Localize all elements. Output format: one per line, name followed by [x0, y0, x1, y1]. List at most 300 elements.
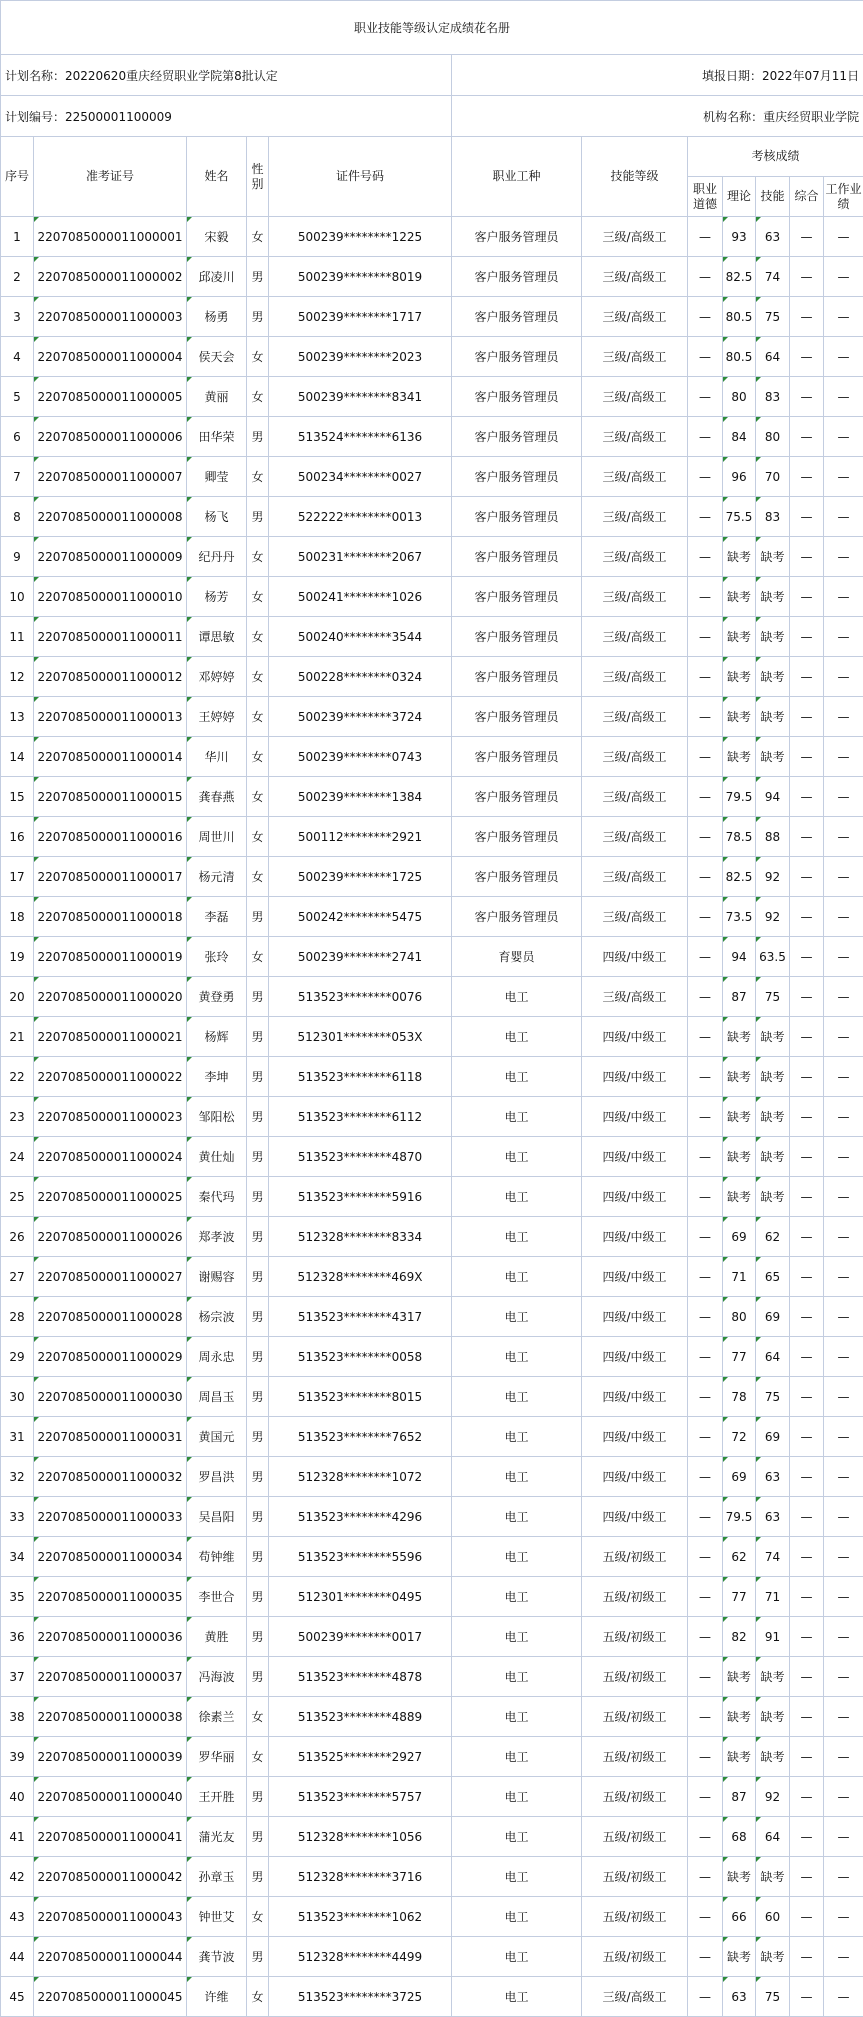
cell-skill: 缺考 — [756, 1017, 790, 1057]
cell-theory: 缺考 — [723, 1177, 756, 1217]
cell-occupation: 客户服务管理员 — [452, 457, 582, 497]
table-row — [1, 217, 863, 257]
cell-theory: 94 — [723, 937, 756, 977]
cell-name: 谢赐容 — [187, 1257, 247, 1297]
table-row — [1, 337, 863, 377]
cell-theory: 78 — [723, 1377, 756, 1417]
table-row — [1, 1897, 863, 1937]
cell-theory: 缺考 — [723, 737, 756, 777]
cell-ticket: 2207085000011000006 — [34, 417, 187, 457]
cell-gender: 女 — [247, 617, 269, 657]
cell-seq: 31 — [1, 1417, 34, 1457]
cell-work: — — [824, 1537, 863, 1577]
cell-ticket: 2207085000011000028 — [34, 1297, 187, 1337]
cell-ticket: 2207085000011000011 — [34, 617, 187, 657]
cell-comprehensive: — — [790, 1057, 824, 1097]
cell-comprehensive: — — [790, 1497, 824, 1537]
cell-id: 513523********6112 — [269, 1097, 452, 1137]
cell-ticket: 2207085000011000018 — [34, 897, 187, 937]
cell-ticket: 2207085000011000043 — [34, 1897, 187, 1937]
cell-level: 四级/中级工 — [582, 1377, 688, 1417]
cell-seq: 34 — [1, 1537, 34, 1577]
cell-work: — — [824, 657, 863, 697]
cell-theory: 79.5 — [723, 1497, 756, 1537]
cell-skill: 缺考 — [756, 657, 790, 697]
cell-work: — — [824, 1857, 863, 1897]
cell-occupation: 电工 — [452, 1897, 582, 1937]
cell-occupation: 电工 — [452, 1137, 582, 1177]
cell-level: 五级/初级工 — [582, 1697, 688, 1737]
cell-work: — — [824, 1217, 863, 1257]
cell-gender: 男 — [247, 1497, 269, 1537]
cell-theory: 80 — [723, 377, 756, 417]
cell-work: — — [824, 1697, 863, 1737]
cell-gender: 男 — [247, 1377, 269, 1417]
header-gender: 性别 — [247, 137, 269, 217]
cell-occupation: 电工 — [452, 1017, 582, 1057]
cell-comprehensive: — — [790, 817, 824, 857]
cell-skill: 75 — [756, 1377, 790, 1417]
cell-ticket: 2207085000011000014 — [34, 737, 187, 777]
table-row — [1, 417, 863, 457]
cell-gender: 女 — [247, 377, 269, 417]
cell-seq: 20 — [1, 977, 34, 1017]
table-row — [1, 697, 863, 737]
cell-ethics: — — [688, 897, 723, 937]
cell-comprehensive: — — [790, 377, 824, 417]
cell-id: 513525********2927 — [269, 1737, 452, 1777]
cell-seq: 30 — [1, 1377, 34, 1417]
cell-ethics: — — [688, 1737, 723, 1777]
cell-ethics: — — [688, 777, 723, 817]
cell-id: 513523********0076 — [269, 977, 452, 1017]
cell-occupation: 电工 — [452, 1097, 582, 1137]
cell-comprehensive: — — [790, 1137, 824, 1177]
cell-id: 500239********8341 — [269, 377, 452, 417]
cell-comprehensive: — — [790, 537, 824, 577]
table-row — [1, 977, 863, 1017]
cell-gender: 男 — [247, 257, 269, 297]
cell-name: 黄国元 — [187, 1417, 247, 1457]
table-row — [1, 1297, 863, 1337]
cell-skill: 75 — [756, 977, 790, 1017]
cell-work: — — [824, 1977, 863, 2017]
cell-ethics: — — [688, 1857, 723, 1897]
cell-occupation: 客户服务管理员 — [452, 897, 582, 937]
cell-ticket: 2207085000011000033 — [34, 1497, 187, 1537]
cell-level: 四级/中级工 — [582, 1297, 688, 1337]
cell-id: 513523********5757 — [269, 1777, 452, 1817]
cell-seq: 16 — [1, 817, 34, 857]
cell-skill: 75 — [756, 1977, 790, 2017]
header-seq: 序号 — [1, 137, 34, 217]
cell-id: 513523********5596 — [269, 1537, 452, 1577]
cell-ethics: — — [688, 937, 723, 977]
cell-ethics: — — [688, 1417, 723, 1457]
cell-theory: 69 — [723, 1457, 756, 1497]
cell-name: 冯海波 — [187, 1657, 247, 1697]
table-row — [1, 1097, 863, 1137]
cell-comprehensive: — — [790, 1017, 824, 1057]
cell-seq: 29 — [1, 1337, 34, 1377]
cell-occupation: 电工 — [452, 1057, 582, 1097]
cell-id: 513523********4889 — [269, 1697, 452, 1737]
cell-skill: 92 — [756, 857, 790, 897]
cell-ticket: 2207085000011000020 — [34, 977, 187, 1017]
cell-gender: 女 — [247, 1697, 269, 1737]
cell-theory: 缺考 — [723, 1017, 756, 1057]
cell-seq: 6 — [1, 417, 34, 457]
cell-skill: 71 — [756, 1577, 790, 1617]
cell-work: — — [824, 497, 863, 537]
cell-skill: 63 — [756, 1457, 790, 1497]
cell-ethics: — — [688, 1697, 723, 1737]
cell-id: 512328********4499 — [269, 1937, 452, 1977]
cell-level: 四级/中级工 — [582, 1497, 688, 1537]
cell-ticket: 2207085000011000001 — [34, 217, 187, 257]
cell-comprehensive: — — [790, 777, 824, 817]
cell-ethics: — — [688, 337, 723, 377]
cell-ticket: 2207085000011000016 — [34, 817, 187, 857]
cell-gender: 女 — [247, 817, 269, 857]
cell-skill: 缺考 — [756, 737, 790, 777]
cell-comprehensive: — — [790, 1177, 824, 1217]
cell-ethics: — — [688, 537, 723, 577]
cell-skill: 70 — [756, 457, 790, 497]
cell-ticket: 2207085000011000015 — [34, 777, 187, 817]
header-occupation: 职业工种 — [452, 137, 582, 217]
cell-name: 杨元清 — [187, 857, 247, 897]
cell-id: 500239********2741 — [269, 937, 452, 977]
cell-ethics: — — [688, 1297, 723, 1337]
cell-level: 四级/中级工 — [582, 1257, 688, 1297]
cell-id: 500239********1725 — [269, 857, 452, 897]
cell-level: 三级/高级工 — [582, 417, 688, 457]
cell-theory: 73.5 — [723, 897, 756, 937]
cell-occupation: 客户服务管理员 — [452, 377, 582, 417]
cell-skill: 缺考 — [756, 577, 790, 617]
cell-theory: 62 — [723, 1537, 756, 1577]
cell-theory: 缺考 — [723, 1097, 756, 1137]
cell-gender: 男 — [247, 297, 269, 337]
cell-occupation: 电工 — [452, 1497, 582, 1537]
cell-work: — — [824, 1777, 863, 1817]
cell-level: 四级/中级工 — [582, 1017, 688, 1057]
cell-level: 三级/高级工 — [582, 777, 688, 817]
cell-comprehensive: — — [790, 217, 824, 257]
cell-theory: 缺考 — [723, 577, 756, 617]
cell-theory: 96 — [723, 457, 756, 497]
cell-id: 500239********2023 — [269, 337, 452, 377]
cell-comprehensive: — — [790, 1297, 824, 1337]
cell-comprehensive: — — [790, 1977, 824, 2017]
cell-work: — — [824, 1417, 863, 1457]
cell-comprehensive: — — [790, 1577, 824, 1617]
table-row — [1, 377, 863, 417]
cell-skill: 92 — [756, 897, 790, 937]
cell-id: 513523********4878 — [269, 1657, 452, 1697]
table-row — [1, 937, 863, 977]
cell-occupation: 客户服务管理员 — [452, 697, 582, 737]
cell-skill: 缺考 — [756, 1137, 790, 1177]
cell-level: 四级/中级工 — [582, 1057, 688, 1097]
cell-ethics: — — [688, 257, 723, 297]
cell-comprehensive: — — [790, 1377, 824, 1417]
cell-ethics: — — [688, 497, 723, 537]
table-row — [1, 737, 863, 777]
cell-seq: 18 — [1, 897, 34, 937]
cell-comprehensive: — — [790, 1657, 824, 1697]
table-row — [1, 897, 863, 937]
cell-name: 邱凌川 — [187, 257, 247, 297]
cell-theory: 87 — [723, 977, 756, 1017]
cell-id: 522222********0013 — [269, 497, 452, 537]
cell-level: 三级/高级工 — [582, 697, 688, 737]
cell-occupation: 客户服务管理员 — [452, 257, 582, 297]
cell-ethics: — — [688, 1057, 723, 1097]
header-theory: 理论 — [723, 177, 756, 217]
cell-id: 500112********2921 — [269, 817, 452, 857]
cell-gender: 男 — [247, 1857, 269, 1897]
cell-seq: 10 — [1, 577, 34, 617]
cell-comprehensive: — — [790, 297, 824, 337]
cell-gender: 男 — [247, 1817, 269, 1857]
cell-gender: 男 — [247, 1577, 269, 1617]
cell-theory: 缺考 — [723, 1137, 756, 1177]
cell-skill: 65 — [756, 1257, 790, 1297]
cell-level: 五级/初级工 — [582, 1657, 688, 1697]
cell-occupation: 电工 — [452, 1417, 582, 1457]
cell-work: — — [824, 1617, 863, 1657]
cell-seq: 38 — [1, 1697, 34, 1737]
cell-skill: 64 — [756, 1817, 790, 1857]
cell-gender: 男 — [247, 1177, 269, 1217]
cell-seq: 15 — [1, 777, 34, 817]
cell-level: 四级/中级工 — [582, 1217, 688, 1257]
cell-ethics: — — [688, 457, 723, 497]
cell-comprehensive: — — [790, 897, 824, 937]
cell-level: 三级/高级工 — [582, 1977, 688, 2017]
cell-ticket: 2207085000011000003 — [34, 297, 187, 337]
cell-ticket: 2207085000011000032 — [34, 1457, 187, 1497]
cell-skill: 91 — [756, 1617, 790, 1657]
table-row — [1, 1737, 863, 1777]
cell-comprehensive: — — [790, 1417, 824, 1457]
cell-occupation: 客户服务管理员 — [452, 297, 582, 337]
cell-skill: 74 — [756, 1537, 790, 1577]
cell-ethics: — — [688, 1177, 723, 1217]
cell-seq: 11 — [1, 617, 34, 657]
cell-comprehensive: — — [790, 1777, 824, 1817]
cell-ticket: 2207085000011000024 — [34, 1137, 187, 1177]
cell-name: 黄胜 — [187, 1617, 247, 1657]
cell-occupation: 客户服务管理员 — [452, 417, 582, 457]
cell-work: — — [824, 577, 863, 617]
cell-gender: 女 — [247, 337, 269, 377]
cell-level: 三级/高级工 — [582, 337, 688, 377]
cell-comprehensive: — — [790, 1217, 824, 1257]
cell-ethics: — — [688, 1937, 723, 1977]
cell-gender: 男 — [247, 1617, 269, 1657]
cell-comprehensive: — — [790, 1937, 824, 1977]
cell-seq: 23 — [1, 1097, 34, 1137]
cell-comprehensive: — — [790, 657, 824, 697]
cell-gender: 男 — [247, 897, 269, 937]
header-ticket: 准考证号 — [34, 137, 187, 217]
table-row — [1, 1817, 863, 1857]
cell-name: 杨芳 — [187, 577, 247, 617]
table-row — [1, 257, 863, 297]
plan-number: 计划编号：22500001100009 — [1, 96, 452, 137]
table-row — [1, 1657, 863, 1697]
cell-occupation: 电工 — [452, 1297, 582, 1337]
cell-gender: 女 — [247, 737, 269, 777]
cell-theory: 71 — [723, 1257, 756, 1297]
cell-theory: 75.5 — [723, 497, 756, 537]
cell-seq: 26 — [1, 1217, 34, 1257]
cell-theory: 82.5 — [723, 257, 756, 297]
cell-occupation: 育婴员 — [452, 937, 582, 977]
cell-level: 三级/高级工 — [582, 897, 688, 937]
cell-comprehensive: — — [790, 417, 824, 457]
cell-gender: 男 — [247, 1657, 269, 1697]
cell-ticket: 2207085000011000005 — [34, 377, 187, 417]
cell-ticket: 2207085000011000021 — [34, 1017, 187, 1057]
cell-theory: 84 — [723, 417, 756, 457]
cell-work: — — [824, 1017, 863, 1057]
cell-level: 四级/中级工 — [582, 1417, 688, 1457]
cell-name: 卿莹 — [187, 457, 247, 497]
cell-level: 五级/初级工 — [582, 1777, 688, 1817]
header-name: 姓名 — [187, 137, 247, 217]
cell-name: 周昌玉 — [187, 1377, 247, 1417]
cell-level: 三级/高级工 — [582, 297, 688, 337]
cell-skill: 缺考 — [756, 1697, 790, 1737]
cell-work: — — [824, 977, 863, 1017]
cell-seq: 5 — [1, 377, 34, 417]
cell-gender: 女 — [247, 1977, 269, 2017]
cell-level: 四级/中级工 — [582, 1337, 688, 1377]
cell-occupation: 电工 — [452, 1817, 582, 1857]
cell-id: 513523********4317 — [269, 1297, 452, 1337]
cell-comprehensive: — — [790, 737, 824, 777]
cell-theory: 82.5 — [723, 857, 756, 897]
cell-level: 三级/高级工 — [582, 257, 688, 297]
cell-gender: 男 — [247, 1937, 269, 1977]
table-row — [1, 1497, 863, 1537]
cell-theory: 77 — [723, 1577, 756, 1617]
cell-ethics: — — [688, 977, 723, 1017]
cell-level: 三级/高级工 — [582, 217, 688, 257]
cell-occupation: 客户服务管理员 — [452, 657, 582, 697]
cell-level: 五级/初级工 — [582, 1617, 688, 1657]
cell-gender: 男 — [247, 1057, 269, 1097]
cell-comprehensive: — — [790, 1737, 824, 1777]
cell-theory: 63 — [723, 1977, 756, 2017]
cell-level: 三级/高级工 — [582, 617, 688, 657]
cell-ethics: — — [688, 1497, 723, 1537]
cell-ticket: 2207085000011000007 — [34, 457, 187, 497]
cell-id: 500239********3724 — [269, 697, 452, 737]
cell-name: 孙章玉 — [187, 1857, 247, 1897]
cell-comprehensive: — — [790, 1897, 824, 1937]
table-row — [1, 1697, 863, 1737]
table-row — [1, 497, 863, 537]
cell-name: 邹阳松 — [187, 1097, 247, 1137]
cell-comprehensive: — — [790, 617, 824, 657]
cell-seq: 43 — [1, 1897, 34, 1937]
cell-work: — — [824, 1577, 863, 1617]
cell-level: 三级/高级工 — [582, 577, 688, 617]
cell-ethics: — — [688, 817, 723, 857]
table-row — [1, 617, 863, 657]
cell-name: 田华荣 — [187, 417, 247, 457]
cell-ethics: — — [688, 1457, 723, 1497]
cell-occupation: 电工 — [452, 1977, 582, 2017]
cell-seq: 21 — [1, 1017, 34, 1057]
cell-ticket: 2207085000011000037 — [34, 1657, 187, 1697]
header-skill: 技能 — [756, 177, 790, 217]
cell-seq: 8 — [1, 497, 34, 537]
cell-ethics: — — [688, 1777, 723, 1817]
cell-ethics: — — [688, 1217, 723, 1257]
cell-name: 杨辉 — [187, 1017, 247, 1057]
cell-skill: 80 — [756, 417, 790, 457]
cell-id: 500241********1026 — [269, 577, 452, 617]
table-row — [1, 1537, 863, 1577]
cell-ethics: — — [688, 697, 723, 737]
cell-seq: 12 — [1, 657, 34, 697]
cell-work: — — [824, 1457, 863, 1497]
cell-gender: 男 — [247, 1417, 269, 1457]
cell-comprehensive: — — [790, 1817, 824, 1857]
cell-seq: 13 — [1, 697, 34, 737]
cell-name: 黄仕灿 — [187, 1137, 247, 1177]
cell-seq: 9 — [1, 537, 34, 577]
cell-ticket: 2207085000011000029 — [34, 1337, 187, 1377]
cell-theory: 77 — [723, 1337, 756, 1377]
cell-name: 郑孝波 — [187, 1217, 247, 1257]
cell-skill: 69 — [756, 1297, 790, 1337]
cell-ethics: — — [688, 1897, 723, 1937]
cell-id: 513524********6136 — [269, 417, 452, 457]
cell-ticket: 2207085000011000012 — [34, 657, 187, 697]
cell-ticket: 2207085000011000002 — [34, 257, 187, 297]
cell-id: 513523********3725 — [269, 1977, 452, 2017]
cell-occupation: 客户服务管理员 — [452, 497, 582, 537]
cell-id: 500239********1717 — [269, 297, 452, 337]
cell-seq: 40 — [1, 1777, 34, 1817]
cell-theory: 80 — [723, 1297, 756, 1337]
cell-ethics: — — [688, 1617, 723, 1657]
cell-ticket: 2207085000011000034 — [34, 1537, 187, 1577]
cell-id: 500239********0017 — [269, 1617, 452, 1657]
cell-gender: 男 — [247, 977, 269, 1017]
cell-occupation: 客户服务管理员 — [452, 777, 582, 817]
cell-comprehensive: — — [790, 977, 824, 1017]
cell-gender: 女 — [247, 577, 269, 617]
cell-seq: 37 — [1, 1657, 34, 1697]
cell-ethics: — — [688, 1017, 723, 1057]
cell-work: — — [824, 457, 863, 497]
cell-skill: 75 — [756, 297, 790, 337]
cell-name: 李坤 — [187, 1057, 247, 1097]
cell-ethics: — — [688, 1977, 723, 2017]
cell-seq: 32 — [1, 1457, 34, 1497]
cell-gender: 男 — [247, 497, 269, 537]
cell-work: — — [824, 1897, 863, 1937]
cell-skill: 缺考 — [756, 1057, 790, 1097]
